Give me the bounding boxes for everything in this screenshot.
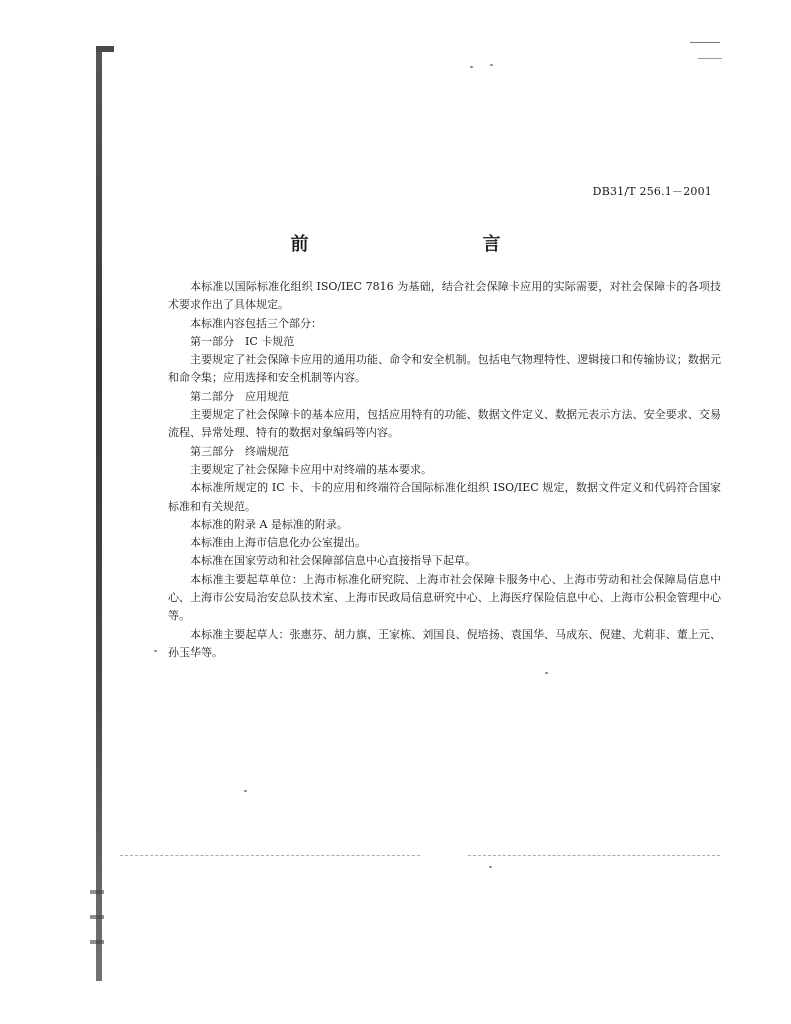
scan-dot [244, 790, 247, 792]
paragraph: 本标准所规定的 IC 卡、卡的应用和终端符合国际标准化组织 ISO/IEC 规定，数据文件定义和代码符合国家标准和有关规范。 [168, 481, 721, 513]
scan-speckle [90, 890, 104, 894]
paragraph: 主要规定了社会保障卡的基本应用，包括应用特有的功能、数据文件定义、数据元表示方法、安全要求、交易流程、异常处理、特有的数据对象编码等内容。 [168, 408, 721, 440]
scan-speckle [90, 940, 104, 944]
foreword-body [168, 278, 721, 662]
section-heading: 第一部分 IC 卡规范 [190, 334, 295, 348]
paragraph: 本标准在国家劳动和社会保障部信息中心直接指导下起草。 [190, 554, 476, 568]
scan-dot [154, 650, 157, 652]
scan-mark [690, 42, 720, 43]
paragraph: 主要规定了社会保障卡应用的通用功能、命令和安全机制。包括电气物理特性、逻辑接口和传输协议；数据元和命令集；应用选择和安全机制等内容。 [168, 353, 721, 385]
scan-dot [489, 866, 492, 868]
scan-dot [490, 64, 493, 66]
scan-mark [698, 58, 722, 59]
paragraph: 本标准的附录 A 是标准的附录。 [190, 517, 348, 531]
standard-code: DB31/T 256.1－2001 [592, 185, 712, 198]
paragraph: 本标准主要起草单位：上海市标准化研究院、上海市社会保障卡服务中心、上海市劳动和社会保障局信息中心、上海市公安局治安总队技术室、上海市民政局信息研究中心、上海医疗保险信息中心、上海市公积金管理中心等。 [168, 572, 721, 623]
paragraph: 主要规定了社会保障卡应用中对终端的基本要求。 [190, 462, 432, 476]
scan-line [120, 855, 420, 857]
paragraph: 本标准由上海市信息化办公室提出。 [190, 536, 366, 550]
paragraph: 本标准内容包括三个部分： [190, 316, 322, 330]
scan-dot [545, 672, 548, 674]
section-heading: 第三部分 终端规范 [190, 444, 289, 458]
scan-binding-edge [96, 46, 102, 981]
paragraph: 本标准以国际标准化组织 ISO/IEC 7816 为基础，结合社会保障卡应用的实际需要，对社会保障卡的各项技术要求作出了具体规定。 [168, 280, 721, 312]
section-heading: 第二部分 应用规范 [190, 389, 289, 403]
paragraph: 本标准主要起草人：张惠芬、胡力旗、王家栋、刘国良、倪培扬、袁国华、马成东、倪建、尤莉非、董上元、孙玉华等。 [168, 627, 721, 659]
page-title: 前 言 [290, 234, 547, 255]
scan-dot [470, 66, 473, 68]
scan-speckle [90, 915, 104, 919]
scan-line [468, 855, 720, 857]
